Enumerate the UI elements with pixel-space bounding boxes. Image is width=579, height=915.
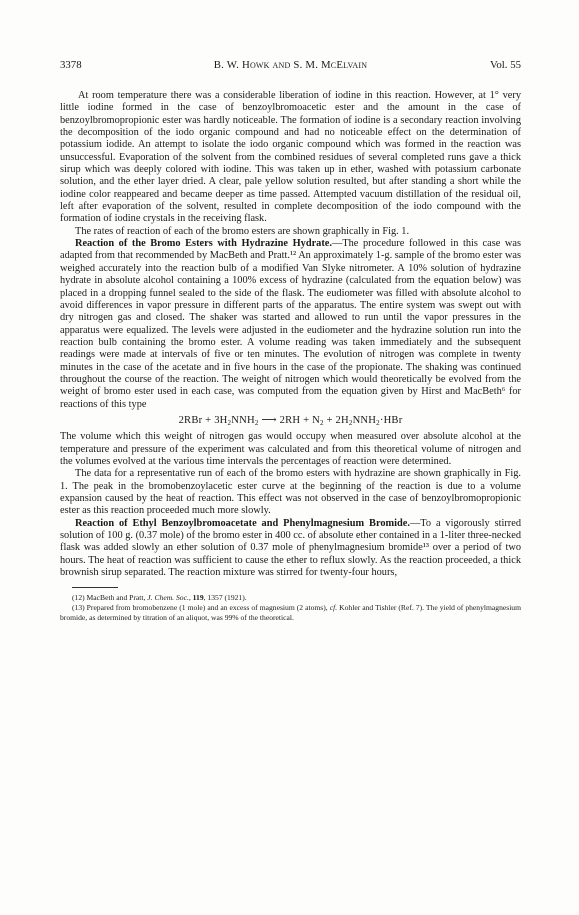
section-heading-hydrazine: Reaction of the Bromo Esters with Hydrazine Hydrate. <box>75 238 332 250</box>
footnote-rule <box>72 587 118 588</box>
paragraph-volume: The volume which this weight of nitrogen gas would occupy when measured over absolute alcohol at the temperature and pressure of the experiment was calculated and from this theoretical volume of nitrogen and the volumes evolved at the various time intervals the percentages of reaction were determined. <box>60 431 521 467</box>
footnotes <box>60 593 521 623</box>
eq-part: NNH <box>352 414 377 426</box>
eq-part: 2RBr + 3H <box>178 414 228 426</box>
paragraph-grignard-text: —To a vigorously stirred solution of 100 g. (0.37 mole) of the bromo ester in 400 cc. of absolute ether contained in a 1-liter three-necked flask was added slowly an ether solution of 0.37 mole of phenylmagnesium bromide¹³ over a period of two hours. The heat of reaction was sufficient to cause the ether to reflux slowly. As the reaction proceeded, a thick brownish sirup separated. The reaction mixture was stirred for twenty-four hours, <box>60 517 522 579</box>
eq-part: 2RH + N <box>279 414 320 426</box>
paragraph-iodine-liberation: At room temperature there was a considerable liberation of iodine in this reaction. However, at 1° very little iodine formed in the case of benzoylbromoacetic ester and the amount in the case of benzoylbromopropionic ester was hardly noticeable. The formation of iodine is a secondary reaction involving the decomposition of the iodo organic compound and had no noticeable effect on the determination of potassium iodide. An attempt to isolate the iodo organic compound which was formed in the reaction was unsuccessful. Evaporation of the solvent from the combined residues of several completed runs gave a thick sirup which was deeply colored with iodine. This was taken up in ether, washed with potassium carbonate solution, and the ether layer dried. A clear, pale yellow solution resulted, but after standing a short while the iodine color reappeared and became deeper as time passed. Attempted vacuum distillation of the residual oil, left after evaporation of the solvent, resulted in complete decomposition of the iodo compound with the formation of iodine crystals in the receiving flask. <box>60 90 521 225</box>
eq-part: ·HBr <box>379 414 403 426</box>
footnote-label: (13) <box>72 603 85 613</box>
paragraph-hydrazine-text: —The procedure followed in this case was adapted from that recommended by MacBeth and Pratt.¹² An approximately 1-g. sample of the bromo ester was weighed accurately into the reaction bulb of a modified Van Slyke nitrometer. A 10% solution of hydrazine hydrate in absolute alcohol containing a 100% excess of hydrazine (calculated from the equation below) was placed in a dropping funnel sealed to the side of the flask. The eudiometer was filled with absolute alcohol to avoid differences in vapor pressure in different parts of the apparatus. The entire system was swept out with dry nitrogen gas and closed. The shaker was started and allowed to run until the vapor pressures in the apparatus were equalized. The levels were adjusted in the eudiometer and the hydrazine solution run into the reaction bulb containing the bromo ester. A volume reading was taken immediately and the subsequent readings were made at intervals of five or ten minutes. The evolution of nitrogen was complete in twenty minutes in the case of the acetate and in five hours in the case of the propionate. The shaking was continued throughout the course of the reaction. The weight of nitrogen which would theoretically be evolved from the weight of bromo ester used in each case, was computed from the equation given by Hirst and MacBeth⁶ for reactions of this type <box>60 238 521 410</box>
reaction-arrow: ⟶ <box>258 414 280 426</box>
reaction-equation <box>60 415 521 427</box>
volume-label: Vol. 55 <box>490 59 521 71</box>
page-number: 3378 <box>60 59 82 71</box>
eq-subscript: 2 <box>254 418 259 427</box>
eq-subscript: 2 <box>319 418 324 427</box>
footnote-text: , <box>188 593 193 603</box>
footnote-13 <box>60 603 521 623</box>
footnote-text: Kohler and Tishler (Ref. 7). The yield of phenylmagnesium bromide, as determined by titration of an aliquot, was 99% of the theoretical. <box>60 603 522 623</box>
eq-subscript: 2 <box>376 418 380 427</box>
paragraph-rates: The rates of reaction of each of the bromo esters are shown graphically in Fig. 1. <box>75 225 410 237</box>
footnote-text: MacBeth and Pratt, <box>84 593 148 603</box>
footnote-text: , 1357 (1921). <box>203 593 247 603</box>
footnote-cf: cf. <box>329 603 338 613</box>
eq-part: + 2H <box>323 414 349 426</box>
journal-volume: 119 <box>192 593 204 603</box>
paragraph-data: The data for a representative run of each of the bromo esters with hydrazine are shown graphically in Fig. 1. The peak in the bromobenzoylacetic ester curve at the beginning of the reaction is due to a volume expansion caused by the heat of reaction. This effect was not observed in the case of benzoylbromopropionic ester as this reaction proceeded much more slowly. <box>60 468 521 517</box>
paragraph-hydrazine <box>60 238 521 411</box>
journal-page <box>0 59 579 915</box>
paragraph-grignard <box>60 518 521 580</box>
eq-subscript: 2 <box>227 418 232 427</box>
running-header <box>60 59 521 73</box>
running-authors: B. W. Howk and S. M. McElvain <box>213 59 368 71</box>
journal-name: J. Chem. Soc. <box>147 593 189 603</box>
eq-subscript: 2 <box>348 418 353 427</box>
footnote-12 <box>60 593 521 603</box>
article-body <box>60 90 521 579</box>
eq-part: NNH <box>231 414 255 426</box>
section-heading-grignard: Reaction of Ethyl Benzoylbromoacetate and Phenylmagnesium Bromide. <box>75 517 410 529</box>
footnote-label: (12) <box>72 593 85 603</box>
footnote-text: Prepared from bromobenzene (1 mole) and an excess of magnesium (2 atoms), <box>84 603 330 613</box>
